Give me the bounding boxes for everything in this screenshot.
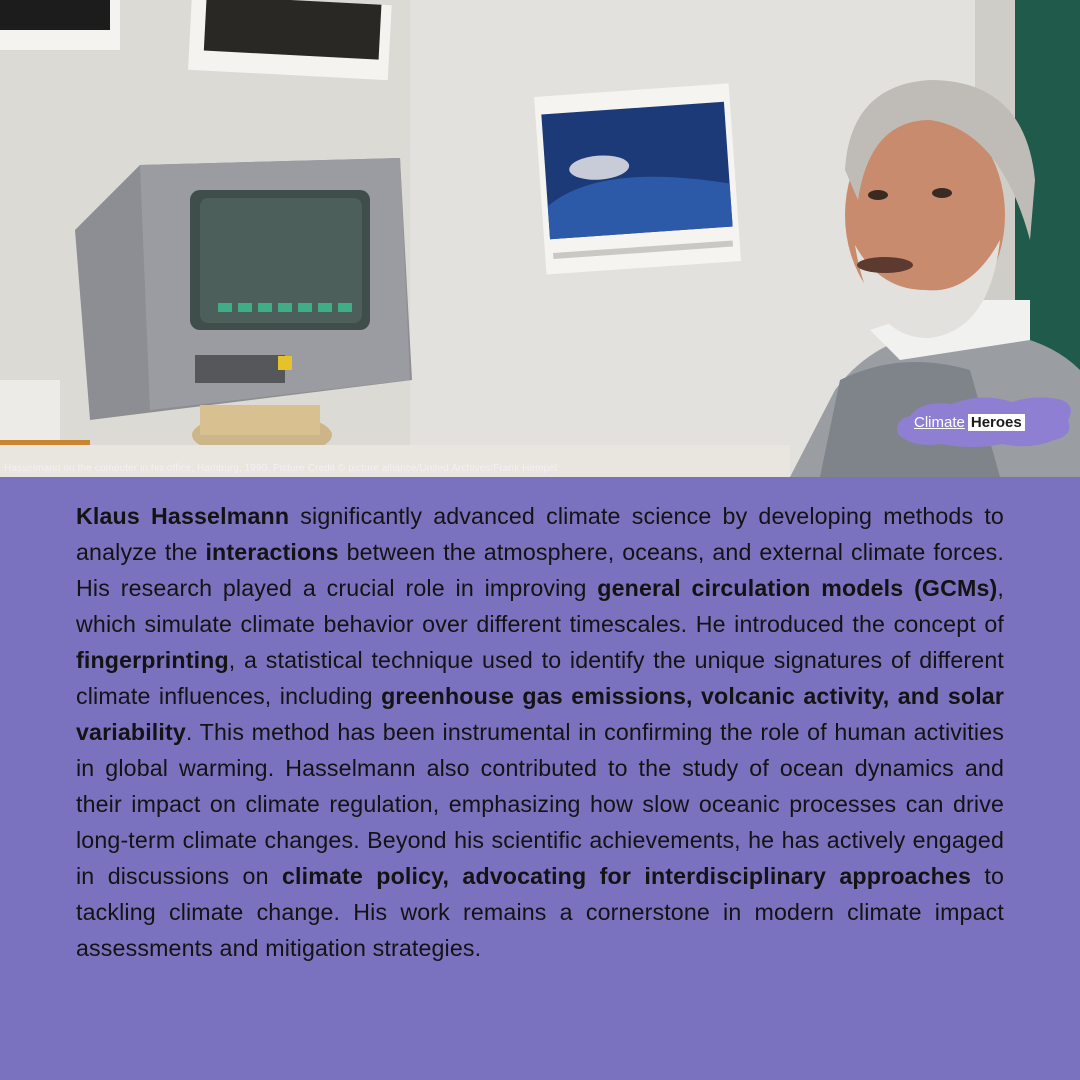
text-run: . This method has been instrumental in confirming the role of human activities in global warming. Hasselmann also contributed to the study of ocean dynamics and their impact on climate regulation, emphasizing how slow oceanic processes can drive long-term climate changes. Beyond his scientific achievements, he has actively engaged in discussions on bbox=[76, 719, 1004, 889]
bold-policy: climate policy, advocating for interdisciplinary approaches bbox=[281, 863, 972, 889]
photo-caption: Hasselmann on the computer in his office, Hamburg, 1990. Picture Credit © picture alliance/United Archives/Frank Hempel bbox=[4, 463, 558, 474]
bold-gcms: general circulation models (GCMs) bbox=[597, 575, 998, 601]
climate-heroes-badge bbox=[892, 392, 1074, 450]
bold-fingerprinting: fingerprinting bbox=[76, 647, 229, 673]
badge-label-climate: Climate bbox=[914, 414, 965, 431]
text-run: , a statistical technique used to identify the unique signatures of different climate influences, including bbox=[76, 647, 1004, 709]
bold-influences: greenhouse gas emissions, volcanic activity, and solar variability bbox=[76, 683, 1005, 745]
bold-name: Klaus Hasselmann bbox=[76, 503, 290, 529]
text-run: significantly advanced climate science by developing methods to analyze the bbox=[76, 503, 1004, 565]
biography-paragraph bbox=[76, 498, 1004, 966]
text-run: , which simulate climate behavior over different timescales. He introduced the concept of bbox=[76, 575, 1004, 637]
badge-label-heroes: Heroes bbox=[968, 414, 1025, 431]
bold-interactions: interactions bbox=[205, 539, 339, 565]
text-run: between the atmosphere, oceans, and external climate forces. His research played a crucial role in improving bbox=[76, 539, 1005, 601]
hero-photo bbox=[0, 0, 1080, 477]
text-run: to tackling climate change. His work remains a cornerstone in modern climate impact assessments and mitigation strategies. bbox=[76, 863, 1004, 961]
